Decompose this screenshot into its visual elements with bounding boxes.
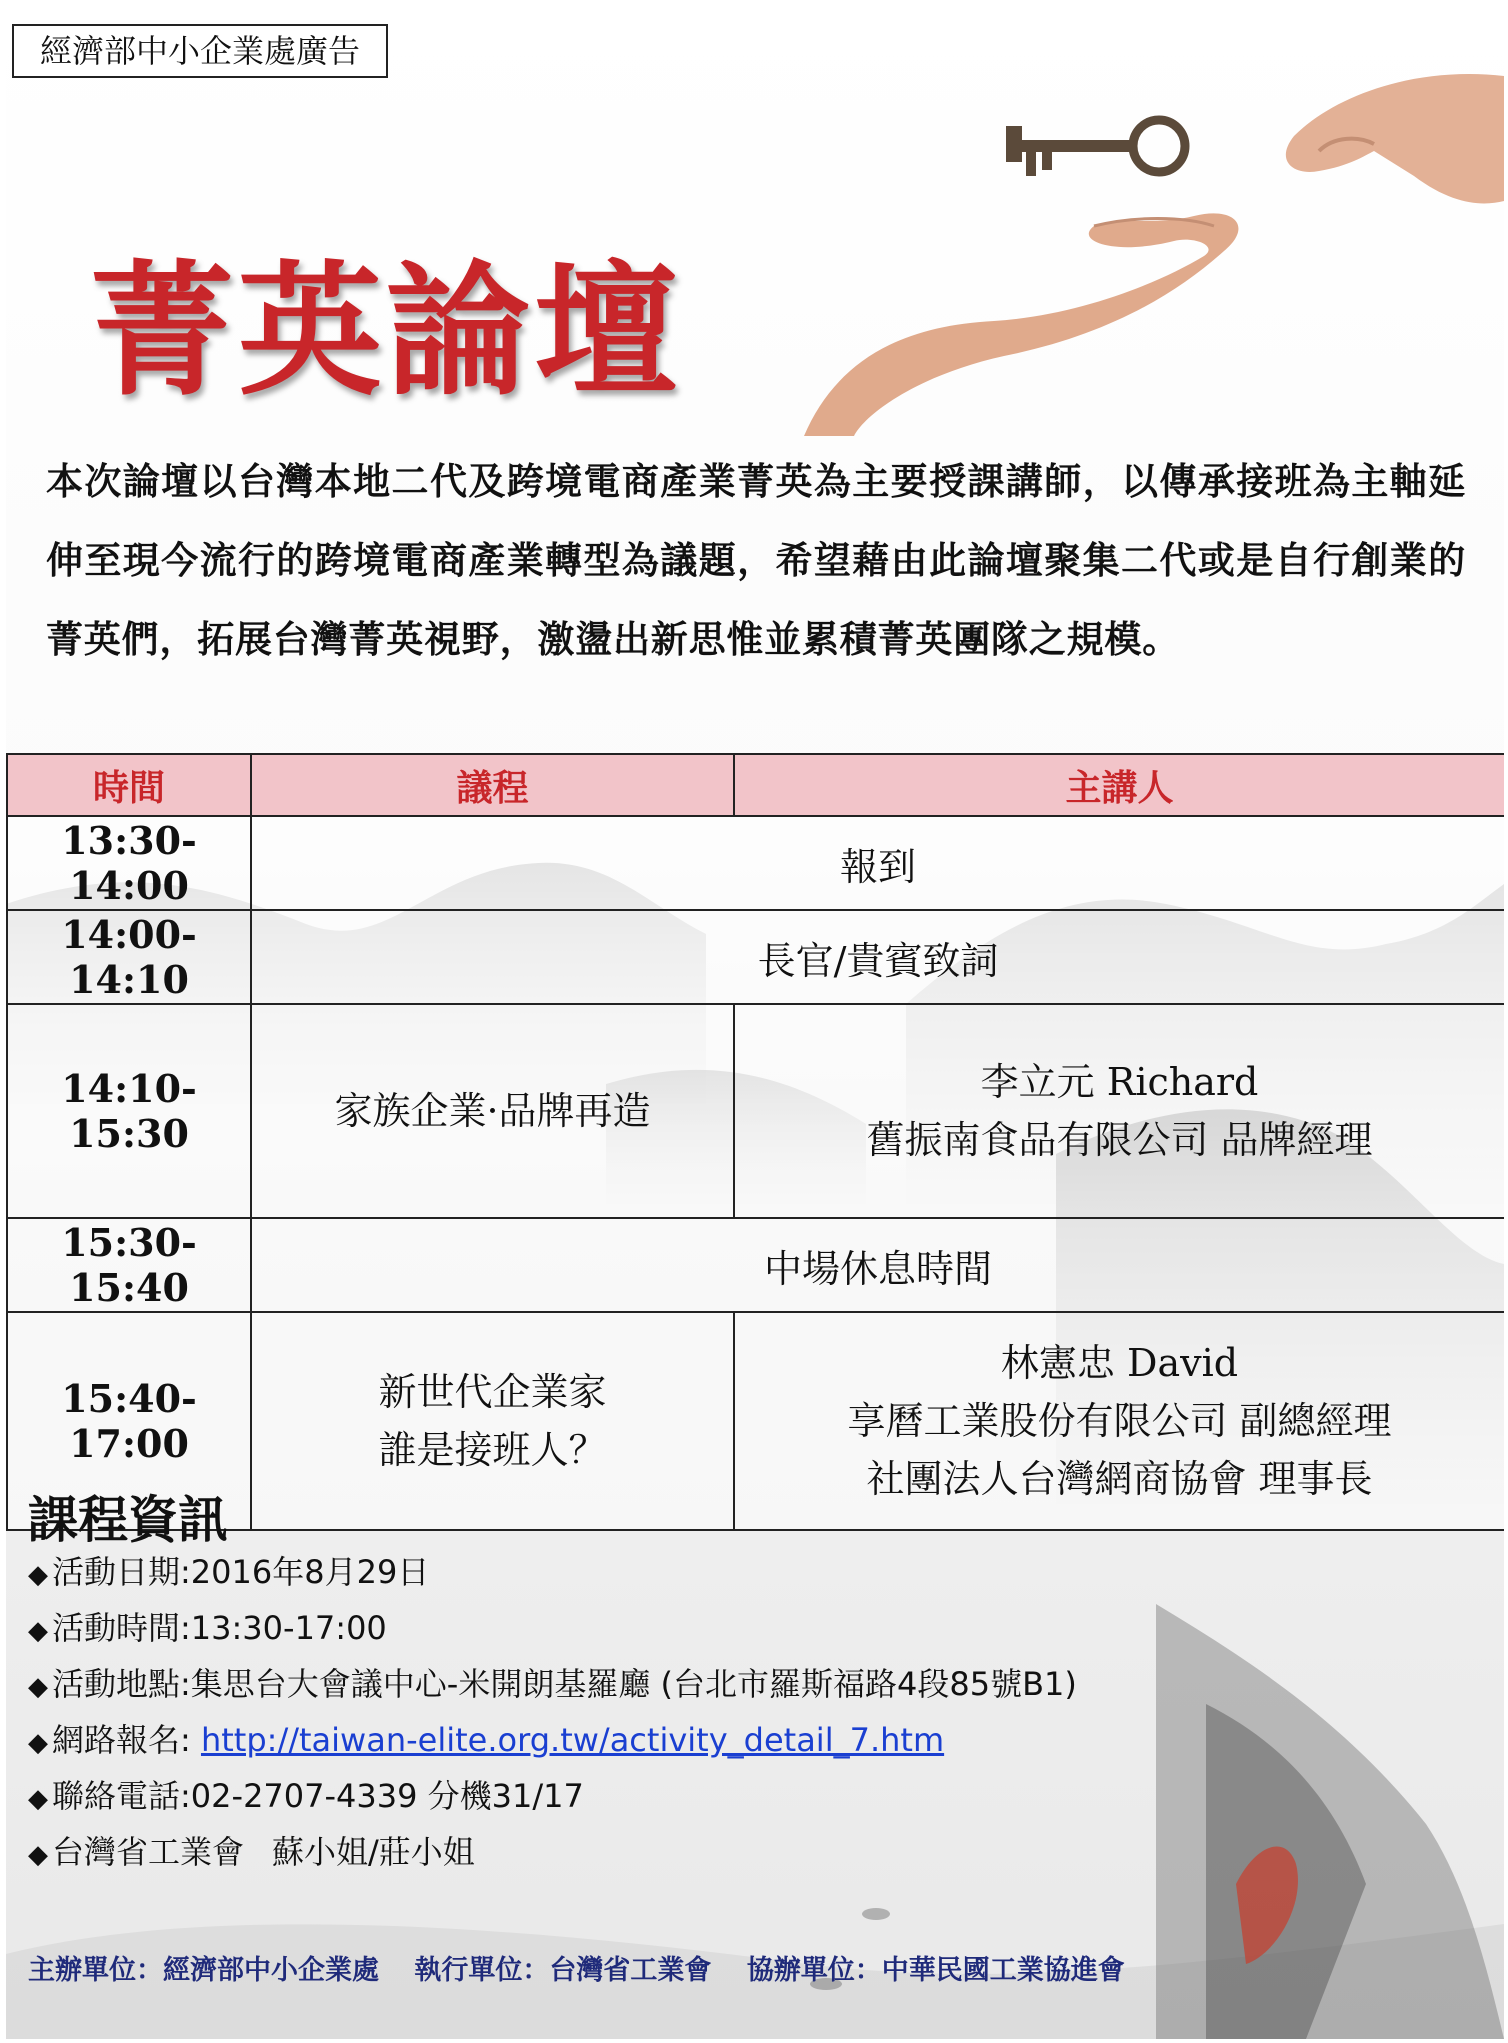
info-label: 活動日期:: [52, 1553, 191, 1591]
info-label: 台灣省工業會: [52, 1833, 245, 1871]
row-session: 長官/貴賓致詞: [251, 910, 1504, 1004]
table-row: [7, 910, 1504, 1004]
topic-line: 家族企業·品牌再造: [334, 1089, 651, 1133]
list-item: [28, 1600, 1328, 1656]
diamond-bullet-icon: ◆: [28, 1672, 48, 1702]
co-organizer-label: 協辦單位：中華民國工業協進會: [746, 1955, 1125, 1986]
header-topic: 議程: [251, 754, 734, 816]
diamond-bullet-icon: ◆: [28, 1840, 48, 1870]
table-row: [7, 1004, 1504, 1218]
diamond-bullet-icon: ◆: [28, 1784, 48, 1814]
row-session: 報到: [251, 816, 1504, 910]
list-item: [28, 1824, 1328, 1880]
agenda-header-row: [7, 754, 1504, 816]
ad-notice-label: 經濟部中小企業處廣告: [12, 24, 388, 78]
row-time: 15:40-17:00: [7, 1312, 251, 1530]
executor-label: 執行單位：台灣省工業會: [414, 1955, 712, 1986]
info-label: 活動時間:: [52, 1609, 191, 1647]
header-speaker: 主講人: [734, 754, 1504, 816]
speaker-name: 林憲忠 David: [1000, 1341, 1239, 1385]
row-speaker: [734, 1004, 1504, 1218]
speaker-title: 享曆工業股份有限公司 副總經理: [847, 1399, 1392, 1443]
info-value: 13:30-17:00: [190, 1609, 387, 1647]
speaker-name: 李立元 Richard: [980, 1060, 1259, 1104]
topic-line: 新世代企業家: [378, 1370, 607, 1414]
row-time: 14:00-14:10: [7, 910, 251, 1004]
key-handover-illustration: [774, 66, 1504, 436]
agenda-table: [6, 753, 1504, 1531]
row-topic: [251, 1312, 734, 1530]
row-topic: [251, 1004, 734, 1218]
info-label: 聯絡電話:: [52, 1777, 191, 1815]
row-time: 14:10-15:30: [7, 1004, 251, 1218]
flyer-page: [6, 4, 1504, 2039]
list-item: [28, 1712, 1328, 1768]
diamond-bullet-icon: ◆: [28, 1728, 48, 1758]
speaker-title: 舊振南食品有限公司 品牌經理: [866, 1118, 1373, 1162]
info-value: 02-2707-4339 分機31/17: [190, 1777, 584, 1815]
info-value: 2016年8月29日: [190, 1553, 430, 1591]
table-row: [7, 1312, 1504, 1530]
page-title: 菁英論壇: [90, 246, 683, 415]
organizer-label: 主辦單位：經濟部中小企業處: [28, 1955, 379, 1986]
course-info-list: [28, 1544, 1328, 1880]
header-time: 時間: [7, 754, 251, 816]
diamond-bullet-icon: ◆: [28, 1616, 48, 1646]
row-time: 13:30-14:00: [7, 816, 251, 910]
table-row: [7, 816, 1504, 910]
info-value: 蘇小姐/莊小姐: [272, 1833, 475, 1871]
row-session: 中場休息時間: [251, 1218, 1504, 1312]
course-info-heading: 課程資訊: [28, 1491, 228, 1549]
row-speaker: [734, 1312, 1504, 1530]
list-item: [28, 1544, 1328, 1600]
table-row: [7, 1218, 1504, 1312]
diamond-bullet-icon: ◆: [28, 1560, 48, 1590]
list-item: [28, 1656, 1328, 1712]
speaker-title: 社團法人台灣網商協會 理事長: [866, 1457, 1373, 1501]
footer-organizers: [28, 1948, 1151, 1987]
registration-link[interactable]: http://taiwan-elite.org.tw/activity_detail_7.htm: [200, 1721, 945, 1759]
intro-paragraph: 本次論壇以台灣本地二代及跨境電商產業菁英為主要授課講師，以傳承接班為主軸延伸至現今流行的跨境電商產業轉型為議題，希望藉由此論壇聚集二代或是自行創業的菁英們，拓展台灣菁英視野，激盪出新思惟並累積菁英團隊之規模。: [46, 460, 1466, 661]
info-label: 活動地點:: [52, 1665, 191, 1703]
info-label: 網路報名:: [52, 1721, 201, 1759]
row-time: 15:30-15:40: [7, 1218, 251, 1312]
info-value: 集思台大會議中心-米開朗基羅廳 (台北市羅斯福路4段85號B1): [190, 1665, 1077, 1703]
topic-line: 誰是接班人？: [378, 1428, 607, 1472]
list-item: [28, 1768, 1328, 1824]
